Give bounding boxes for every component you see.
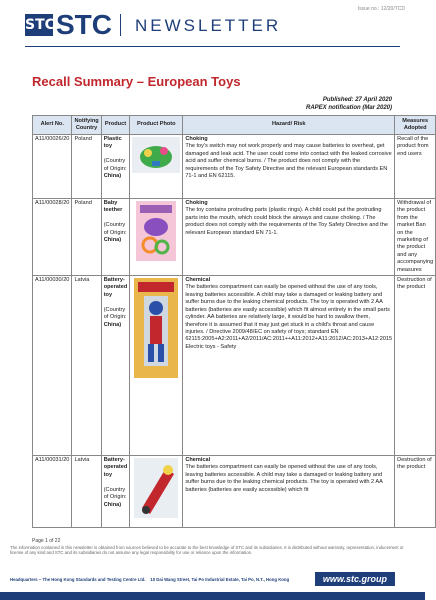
headquarters-info (10, 577, 289, 582)
website-link[interactable]: www.stc.group (315, 572, 395, 586)
product-name: Battery-operated toy (103, 457, 128, 478)
col-hazard-risk: Hazard/ Risk (183, 116, 395, 135)
product-cell (101, 135, 130, 199)
table-header-row (33, 116, 436, 135)
published-info (306, 96, 392, 112)
col-notifying-country: Notifying Country (72, 116, 101, 135)
origin-label: (Country of Origin: (103, 222, 127, 236)
product-photo (130, 135, 183, 199)
page-title: Recall Summary – European Toys (32, 74, 241, 89)
col-alert-no: Alert No. (33, 116, 72, 135)
product-cell (101, 199, 130, 276)
origin-label: (Country of Origin: (103, 486, 127, 501)
published-date: Published: 27 April 2020 (322, 97, 392, 103)
hazard-type: Choking (185, 136, 208, 142)
logo-divider (120, 14, 121, 36)
table-row (33, 276, 436, 456)
product-photo (130, 276, 183, 456)
stc-logo-text: STC (56, 9, 112, 40)
measures-adopted: Withdrawal of the product from the market Ban on the marketing of the product and any accompanying measures (395, 199, 436, 276)
page-number: Page 1 of 22 (32, 538, 61, 544)
product-name: Baby teether (103, 200, 123, 214)
hazard-type: Chemical (185, 277, 211, 284)
hazard-cell (183, 276, 395, 456)
hq-address: 10 Dai Wang Street, Tai Po Industrial Estate, Tai Po, N.T., Hong Kong (150, 577, 290, 582)
notifying-country: Poland (72, 199, 101, 276)
origin-label: (Country of Origin: (103, 306, 127, 321)
col-product-photo: Product Photo (130, 116, 183, 135)
hazard-description: The batteries compartment can easily be opened without the use of any tools, leaving batteries accessible. A child may take a damaged or leaking battery and suffer burns due to the leaking chemical products. The toy is operated with 2 AA batteries (batteries are easily accessible) which fit (185, 464, 383, 493)
notifying-country: Latvia (72, 456, 101, 528)
hazard-description: The batteries compartment can easily be opened without the use of any tools, leaving batteries accessible. A child may take a damaged or leaking battery and suffer burns due to the leaking chemical products. The toy is operated with 2 AA batteries (batteries are easily accessible) which fit almost entirely in the small parts cylinder. AA batteries are relatively large, it would be hard to swallow them, therefore it is assumed that it may just get stuck in a child's throat and cause injuries. / Directive 2009/48/EC on safety of toys; standard EN 62115:2005+A2:2011+A2/2011/AC:2011++A11:2012+A11:2012/AC:2013+A12:2015 Electric toys - Safety (185, 284, 393, 350)
origin-country: China) (103, 321, 122, 328)
newsletter-heading: NEWSLETTER (135, 16, 282, 35)
issue-number: Issue no.: 12/20/TCD (357, 6, 405, 12)
product-cell (101, 276, 130, 456)
stc-logo-mark: STC (25, 14, 53, 36)
product-photo (130, 456, 183, 528)
hazard-description: The toy contains protruding parts (plastic rings). A child could put the protruding parts into the mouth, which could block the airways and cause choking. / The product does not comply with the requirements of the Toy Safety Directive and the relevant European standard EN 71-1. (185, 207, 388, 236)
hq-label: Headquarters – The Hong Kong Standards and Testing Centre Ltd. (10, 577, 146, 582)
product-name: Plastic toy (103, 136, 122, 150)
measures-adopted: Destruction of the product (395, 276, 436, 456)
measures-adopted: Recall of the product from end users (395, 135, 436, 199)
plastic-toy-photo (132, 137, 180, 173)
notifying-country: Poland (72, 135, 101, 199)
hazard-cell (183, 199, 395, 276)
alert-no: A11/00031/20 (33, 456, 72, 528)
measures-adopted: Destruction of the product (395, 456, 436, 528)
recall-table (32, 115, 436, 528)
origin-country: China) (103, 237, 122, 244)
table-row (33, 456, 436, 528)
notifying-country: Latvia (72, 276, 101, 456)
disclaimer: The information contained in this newsletter is obtained from sources believed to be accurate to the best knowledge of STC and its subsidiaries. It is distributed without warranty, representation, inducement or license of any kind and STC and its subsidiaries do not assume any legal responsibility for use or reliance upon the information. (10, 545, 404, 556)
product-photo (130, 199, 183, 276)
hazard-cell (183, 135, 395, 199)
origin-country: China) (103, 173, 122, 180)
alert-no: A11/00026/20 (33, 135, 72, 199)
origin-country: China) (103, 501, 122, 508)
battery-toy-photo (132, 278, 180, 378)
table-row (33, 135, 436, 199)
product-cell (101, 456, 130, 528)
rapex-notification: RAPEX notification (Mar 2020) (305, 105, 392, 111)
col-product: Product (101, 116, 130, 135)
alert-no: A11/00030/20 (33, 276, 72, 456)
hazard-description: The toy's switch may not work properly and may cause batteries to overheat, get damaged and leak acid. The user could come into contact with the leaked corrosive acid and suffer chemical burns. / The product does not comply with the requirements of the Toy Safety Directive and the relevant European standards EN 71-1 and EN 62115. (185, 143, 392, 180)
table-row (33, 199, 436, 276)
origin-label: (Country of Origin: (103, 158, 127, 172)
page-header (0, 0, 425, 48)
footer-strip (0, 592, 425, 600)
battery-toy-photo (132, 458, 180, 518)
hazard-cell (183, 456, 395, 528)
baby-teether-photo (132, 201, 180, 261)
hazard-type: Chemical (185, 457, 211, 464)
col-measures-adopted: Measures Adopted (395, 116, 436, 135)
header-rule (25, 46, 400, 47)
product-name: Battery-operated toy (103, 277, 128, 298)
hazard-type: Choking (185, 200, 208, 206)
alert-no: A11/00028/20 (33, 199, 72, 276)
